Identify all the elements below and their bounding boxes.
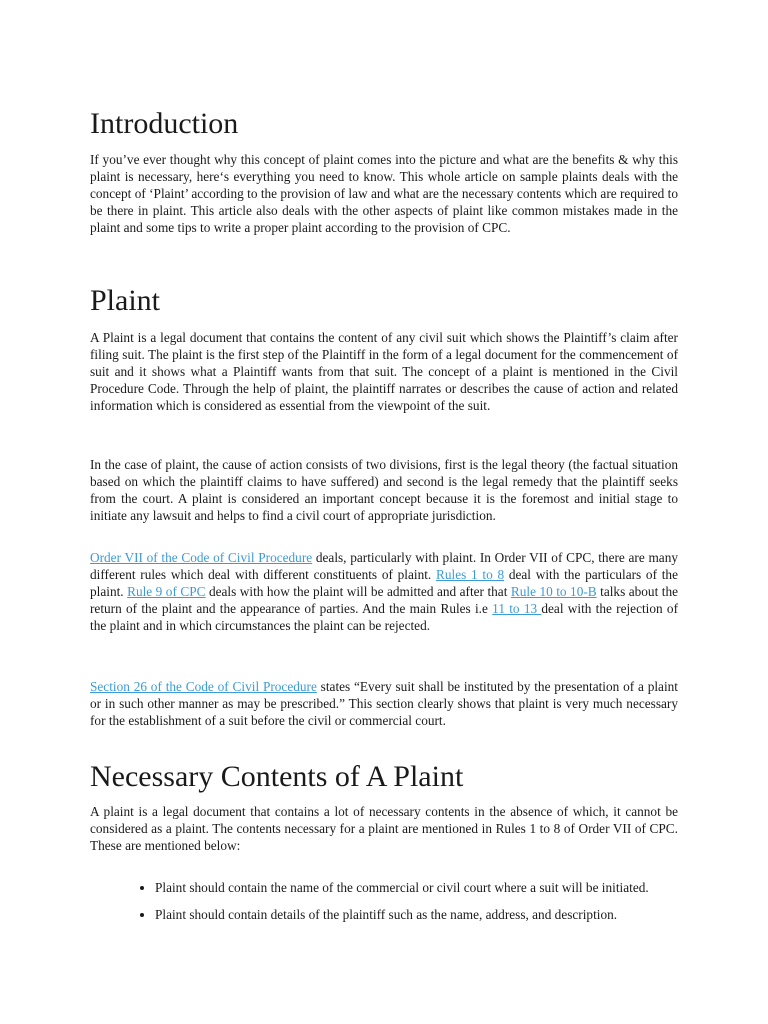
- link-rules-11-to-13[interactable]: 11 to 13: [492, 600, 542, 616]
- heading-introduction: Introduction: [90, 107, 239, 140]
- link-rule-10-to-10b[interactable]: Rule 10 to 10-B: [510, 583, 597, 599]
- link-rule-9-cpc[interactable]: Rule 9 of CPC: [127, 583, 206, 599]
- plaint-paragraph-4: [90, 679, 678, 730]
- link-order-vii-cpc[interactable]: Order VII of the Code of Civil Procedure: [90, 550, 313, 565]
- necessary-contents-paragraph: A plaint is a legal document that contains a lot of necessary contents in the absence of which, it cannot be considered as a plaint. The contents necessary for a plaint are mentioned in Rules 1 to 8 of Order VII of CPC. These are mentioned below:: [90, 804, 678, 853]
- introduction-paragraph: If you’ve ever thought why this concept of plaint comes into the picture and what are the benefits & why this plaint is necessary, here‘s everything you need to know. This whole article on sample plaints deals with the concept of ‘Plaint’ according to the provision of law and what are the necessary contents which are required to be there in plaint. This article also deals with the other aspects of plaint like common mistakes made in the plaint and some tips to write a proper plaint according to the provision of CPC.: [90, 152, 678, 235]
- list-item: • Plaint should contain details of the plaintiff such as the name, address, and description.: [155, 907, 678, 924]
- plaint-paragraph-3: [90, 550, 678, 635]
- link-rules-1-to-8[interactable]: Rules 1 to 8: [436, 566, 505, 582]
- plaint-paragraph-2: In the case of plaint, the cause of action consists of two divisions, first is the legal theory (the factual situation based on which the plaintiff claims to have suffered) and second is the legal remedy that the plaintiff seeks from the court. A plaint is considered an important concept because it is the foremost and initial stage to initiate any lawsuit and helps to find a civil court of appropriate jurisdiction.: [90, 457, 678, 523]
- heading-necessary-contents: Necessary Contents of A Plaint: [90, 760, 464, 793]
- paragraph-text: deals, particularly with plaint. In Order VII of CPC, there are many different rules which deal with different constituents of plaint.: [90, 550, 679, 582]
- link-section-26-cpc[interactable]: Section 26 of the Code of Civil Procedure: [90, 679, 317, 694]
- heading-plaint: Plaint: [90, 284, 161, 317]
- paragraph-text: deal with the particulars of the plaint.: [90, 566, 678, 599]
- plaint-paragraph-1: A Plaint is a legal document that contains the content of any civil suit which shows the Plaintiff’s claim after filing suit. The plaint is the first step of the Plaintiff in the form of a legal document for the commencement of suit and it shows what a Plaintiff wants from that suit. The concept of a plaint is mentioned in the Civil Procedure Code. Through the help of plaint, the plaintiff narrates or describes the cause of action and related information which is considered as essential from the viewpoint of the suit.: [90, 330, 678, 413]
- paragraph-text: deal with the rejection of the plaint and in which circumstances the plaint can be rejected.: [90, 600, 679, 633]
- paragraph-text: states “Every suit shall be instituted by the presentation of a plaint or in such other manner as may be prescribed.” This section clearly shows that plaint is very much necessary for the establishment of a suit before the civil or commercial court.: [90, 679, 678, 728]
- list-item: • Plaint should contain the name of the commercial or civil court where a suit will be initiated.: [155, 880, 678, 897]
- contents-bullet-list: [90, 880, 678, 924]
- paragraph-text: talks about the return of the plaint and the appearance of parties. And the main Rules i.e: [90, 583, 678, 616]
- paragraph-text: deals with how the plaint will be admitted and after that: [205, 583, 511, 599]
